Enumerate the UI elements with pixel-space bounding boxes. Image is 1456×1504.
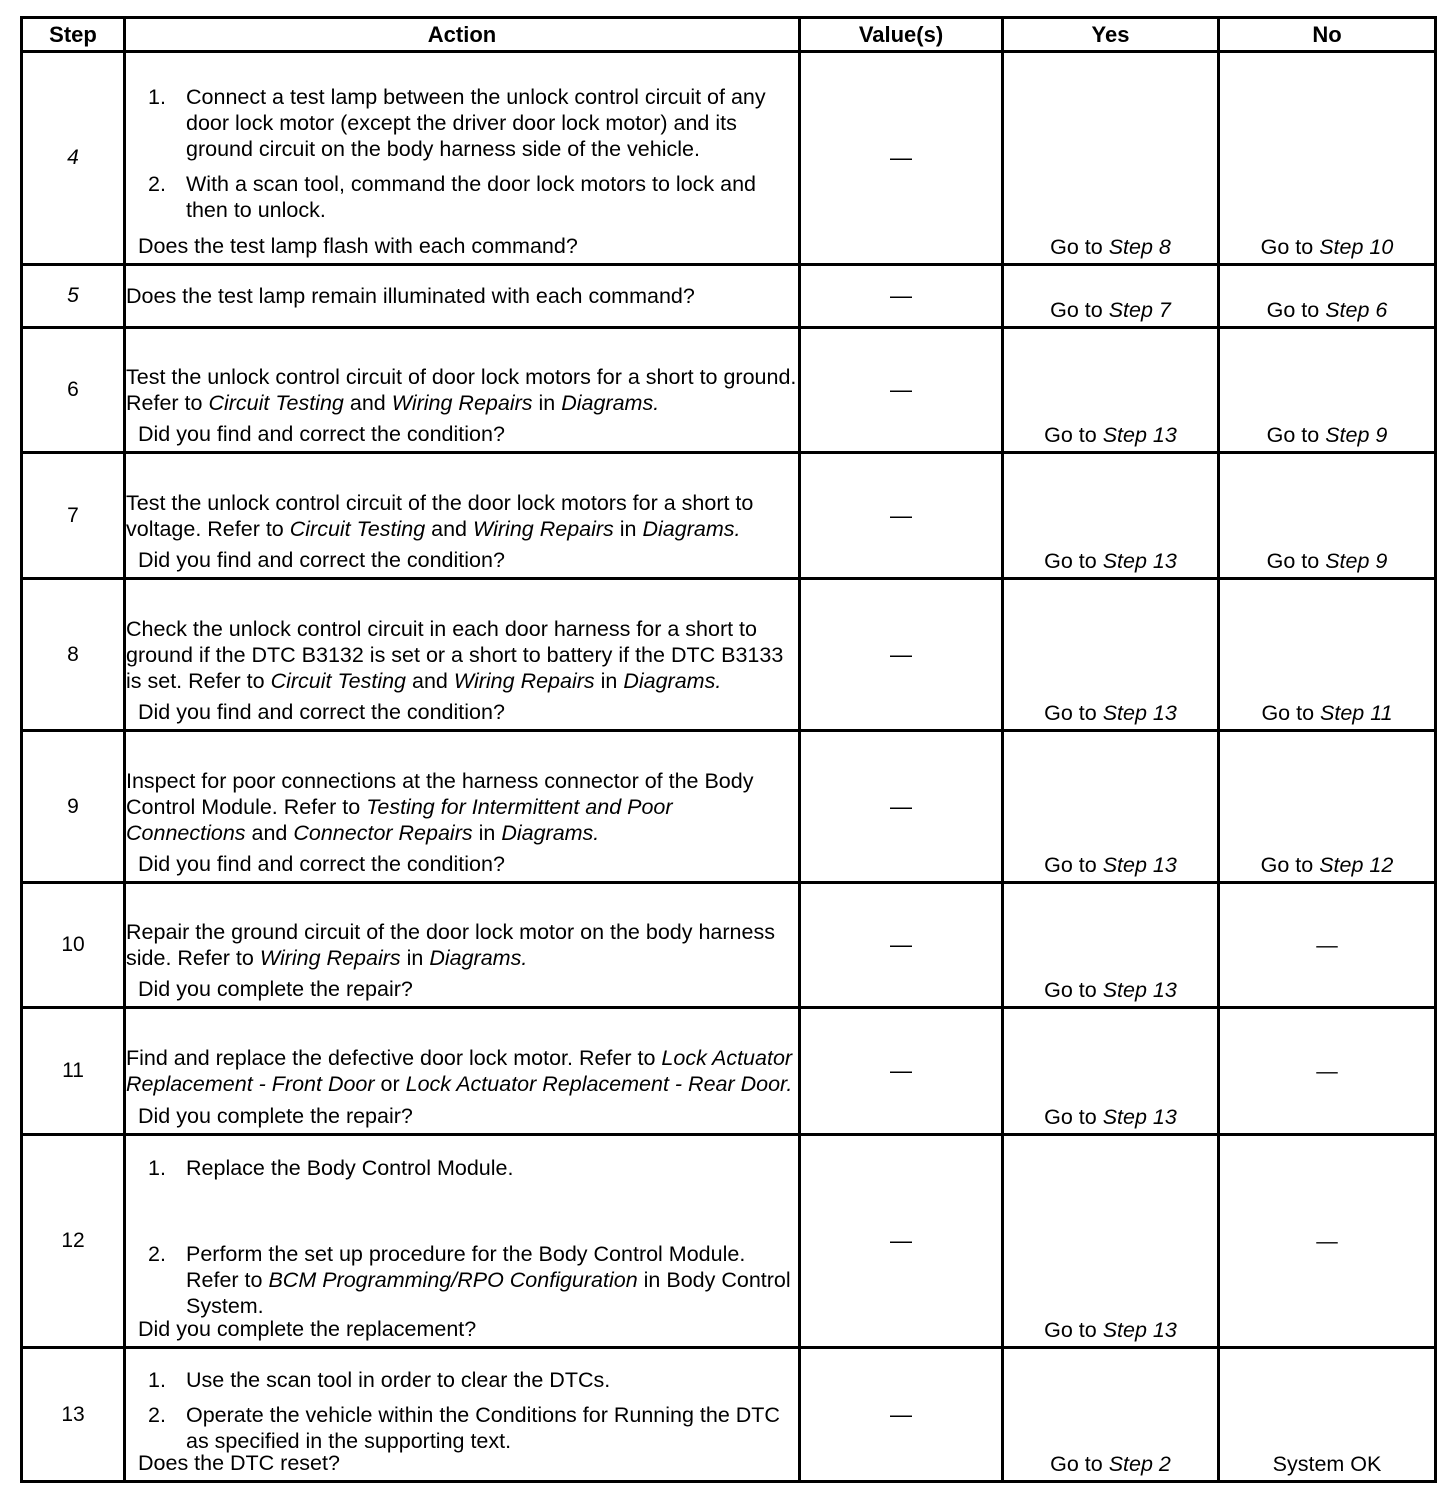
step-link[interactable]: Step 13 [1102, 1318, 1177, 1342]
action-text: Repair the ground circuit of the door lock motor on the body harness side. Refer to Wiring Repairs in Diagrams. [126, 920, 775, 970]
yes-cell [1003, 265, 1219, 328]
table-row [22, 52, 1436, 265]
no-goto: Go to Step 10 [1260, 235, 1394, 259]
table-row [22, 453, 1436, 579]
header-value: Value(s) [800, 18, 1003, 52]
list-item: 1. Connect a test lamp between the unlock control circuit of any door lock motor (except the driver door lock motor) and its ground circuit on the body harness side of the vehicle. [148, 85, 766, 161]
step-link[interactable]: Step 13 [1102, 978, 1177, 1002]
yes-cell [1003, 883, 1219, 1008]
header-action: Action [125, 18, 800, 52]
header-yes: Yes [1003, 18, 1219, 52]
no-cell: — [1219, 1008, 1436, 1135]
no-cell: — [1219, 883, 1436, 1008]
list-item: 1. Replace the Body Control Module. [148, 1155, 514, 1180]
reference-link[interactable]: Wiring Repairs [391, 391, 533, 415]
reference-link[interactable]: Circuit Testing [270, 668, 407, 693]
table-row [22, 731, 1436, 883]
action-cell [125, 731, 800, 883]
list-item: 2. With a scan tool, command the door lock motors to lock and then to unlock. [148, 172, 757, 222]
table-row [22, 579, 1436, 731]
action-cell [125, 328, 800, 453]
table-row [22, 1348, 1436, 1482]
reference-link[interactable]: Wiring Repairs [453, 668, 595, 693]
action-cell [125, 265, 800, 328]
reference-link[interactable]: Lock Actuator Replacement - Rear Door. [405, 1072, 793, 1096]
yes-cell [1003, 731, 1219, 883]
action-cell [125, 1008, 800, 1135]
action-list [126, 1155, 798, 1319]
action-question: Does the DTC reset? [138, 1451, 340, 1475]
reference-link[interactable]: Wiring Repairs [473, 516, 614, 541]
diagnostic-table [20, 16, 1437, 1483]
no-cell [1219, 453, 1436, 579]
reference-link[interactable]: Diagrams. [501, 820, 600, 845]
step-number: 13 [22, 1348, 125, 1482]
reference-link[interactable]: Circuit Testing [289, 516, 426, 541]
value-cell: — [800, 328, 1003, 453]
table-row [22, 883, 1436, 1008]
action-cell [125, 52, 800, 265]
table-row [22, 328, 1436, 453]
action-question: Does the test lamp flash with each command? [138, 234, 578, 258]
yes-goto: Go to Step 13 [1044, 423, 1177, 447]
yes-goto: Go to Step 13 [1044, 549, 1177, 573]
table-row [22, 1008, 1436, 1135]
value-cell: — [800, 453, 1003, 579]
step-link[interactable]: Step 9 [1325, 423, 1388, 447]
action-question: Did you complete the repair? [138, 977, 413, 1001]
no-cell: — [1219, 1135, 1436, 1348]
yes-goto: Go to Step 13 [1044, 978, 1177, 1002]
yes-cell [1003, 328, 1219, 453]
value-cell: — [800, 731, 1003, 883]
yes-goto: Go to Step 7 [1050, 298, 1171, 322]
reference-link[interactable]: Diagrams. [561, 391, 660, 415]
step-link[interactable]: Step 13 [1102, 1105, 1177, 1129]
value-cell: — [800, 1135, 1003, 1348]
yes-goto: Go to Step 13 [1044, 701, 1177, 725]
step-link[interactable]: Step 9 [1325, 549, 1388, 573]
step-link[interactable]: Step 13 [1102, 853, 1177, 877]
action-text: Test the unlock control circuit of the door lock motors for a short to voltage. Refer to Circuit Testing and Wiring Repairs in Diagrams. [126, 490, 754, 541]
action-text: Check the unlock control circuit in each door harness for a short to ground if the DTC B3132 is set or a short to battery if the DTC B3133 is set. Refer to Circuit Testing and Wiring Repairs in Diagrams. [126, 616, 784, 693]
step-link[interactable]: Step 11 [1320, 701, 1393, 725]
reference-link[interactable]: Testing for Intermittent and Poor Connections [126, 794, 673, 845]
value-cell: — [800, 265, 1003, 328]
action-text: Inspect for poor connections at the harness connector of the Body Control Module. Refer to Testing for Intermittent and Poor Connections and Connector Repairs in Diagrams. [126, 768, 754, 845]
step-number: 6 [22, 328, 125, 453]
no-goto: Go to Step 6 [1266, 298, 1388, 322]
value-cell: — [800, 1348, 1003, 1482]
step-link[interactable]: Step 12 [1319, 853, 1394, 877]
step-number: 9 [22, 731, 125, 883]
no-cell [1219, 731, 1436, 883]
reference-link[interactable]: Diagrams. [642, 516, 741, 541]
list-item: 2. Perform the set up procedure for the Body Control Module. Refer to BCM Programming/RPO Configuration in Body Control System. [148, 1241, 791, 1318]
action-question: Did you find and correct the condition? [138, 700, 505, 724]
step-link[interactable]: Step 8 [1108, 235, 1171, 259]
step-number: 8 [22, 579, 125, 731]
step-number: 11 [22, 1008, 125, 1135]
reference-link[interactable]: Circuit Testing [208, 391, 344, 415]
action-question: Did you complete the repair? [138, 1104, 413, 1128]
step-link[interactable]: Step 2 [1108, 1452, 1171, 1476]
list-item: 1. Use the scan tool in order to clear the DTCs. [148, 1367, 611, 1392]
action-question: Did you complete the replacement? [138, 1317, 477, 1341]
step-number: 5 [22, 265, 125, 328]
step-number: 12 [22, 1135, 125, 1348]
action-text: Find and replace the defective door lock motor. Refer to Lock Actuator Replacement - Front Door or Lock Actuator Replacement - Rear Door. [126, 1046, 793, 1096]
value-cell: — [800, 52, 1003, 265]
yes-goto: Go to Step 8 [1050, 235, 1171, 259]
action-cell [125, 1135, 800, 1348]
yes-goto: Go to Step 13 [1044, 853, 1177, 877]
yes-cell [1003, 52, 1219, 265]
list-item: 2. Operate the vehicle within the Conditions for Running the DTC as specified in the supporting text. [148, 1402, 780, 1453]
yes-goto: Go to Step 13 [1044, 1105, 1177, 1129]
action-question: Did you find and correct the condition? [138, 548, 505, 572]
no-cell [1219, 52, 1436, 265]
reference-link[interactable]: Diagrams. [623, 668, 722, 693]
no-goto: Go to Step 9 [1266, 423, 1388, 447]
no-cell [1219, 1348, 1436, 1482]
step-link[interactable]: Step 13 [1102, 549, 1177, 573]
no-goto: Go to Step 12 [1260, 853, 1394, 877]
table-row [22, 1135, 1436, 1348]
yes-cell [1003, 579, 1219, 731]
yes-goto: Go to Step 2 [1050, 1452, 1171, 1476]
no-cell [1219, 265, 1436, 328]
step-link[interactable]: Step 13 [1102, 423, 1177, 447]
value-cell: — [800, 883, 1003, 1008]
reference-link[interactable]: BCM Programming/RPO Configuration [268, 1267, 638, 1292]
step-link[interactable]: Step 6 [1325, 298, 1388, 322]
header-row [22, 18, 1436, 52]
reference-link[interactable]: Lock Actuator Replacement - Front Door [126, 1046, 793, 1096]
action-list [126, 84, 798, 223]
action-cell [125, 1348, 800, 1482]
action-question: Did you find and correct the condition? [138, 852, 505, 876]
action-cell [125, 883, 800, 1008]
header-step: Step [22, 18, 125, 52]
action-text: Test the unlock control circuit of door lock motors for a short to ground. Refer to Circuit Testing and Wiring Repairs in Diagrams. [126, 365, 797, 415]
reference-link[interactable]: Wiring Repairs [259, 946, 401, 970]
action-question: Did you find and correct the condition? [138, 422, 505, 446]
yes-cell [1003, 1348, 1219, 1482]
action-cell [125, 453, 800, 579]
no-goto: Go to Step 11 [1261, 701, 1393, 725]
reference-link[interactable]: Diagrams. [429, 946, 528, 970]
action-question: Does the test lamp remain illuminated with each command? [126, 284, 695, 308]
table-row [22, 265, 1436, 328]
reference-link[interactable]: Connector Repairs [293, 820, 473, 845]
value-cell: — [800, 1008, 1003, 1135]
no-cell [1219, 579, 1436, 731]
step-number: 4 [22, 52, 125, 265]
step-number: 10 [22, 883, 125, 1008]
action-list [126, 1367, 798, 1454]
yes-cell [1003, 453, 1219, 579]
yes-cell [1003, 1135, 1219, 1348]
step-link[interactable]: Step 7 [1108, 298, 1171, 322]
step-number: 7 [22, 453, 125, 579]
yes-cell [1003, 1008, 1219, 1135]
value-cell: — [800, 579, 1003, 731]
no-cell [1219, 328, 1436, 453]
no-result: System OK [1272, 1452, 1382, 1476]
no-goto: Go to Step 9 [1266, 549, 1388, 573]
step-link[interactable]: Step 10 [1319, 235, 1394, 259]
action-cell [125, 579, 800, 731]
header-no: No [1219, 18, 1436, 52]
yes-goto: Go to Step 13 [1044, 1318, 1177, 1342]
step-link[interactable]: Step 13 [1102, 701, 1177, 725]
